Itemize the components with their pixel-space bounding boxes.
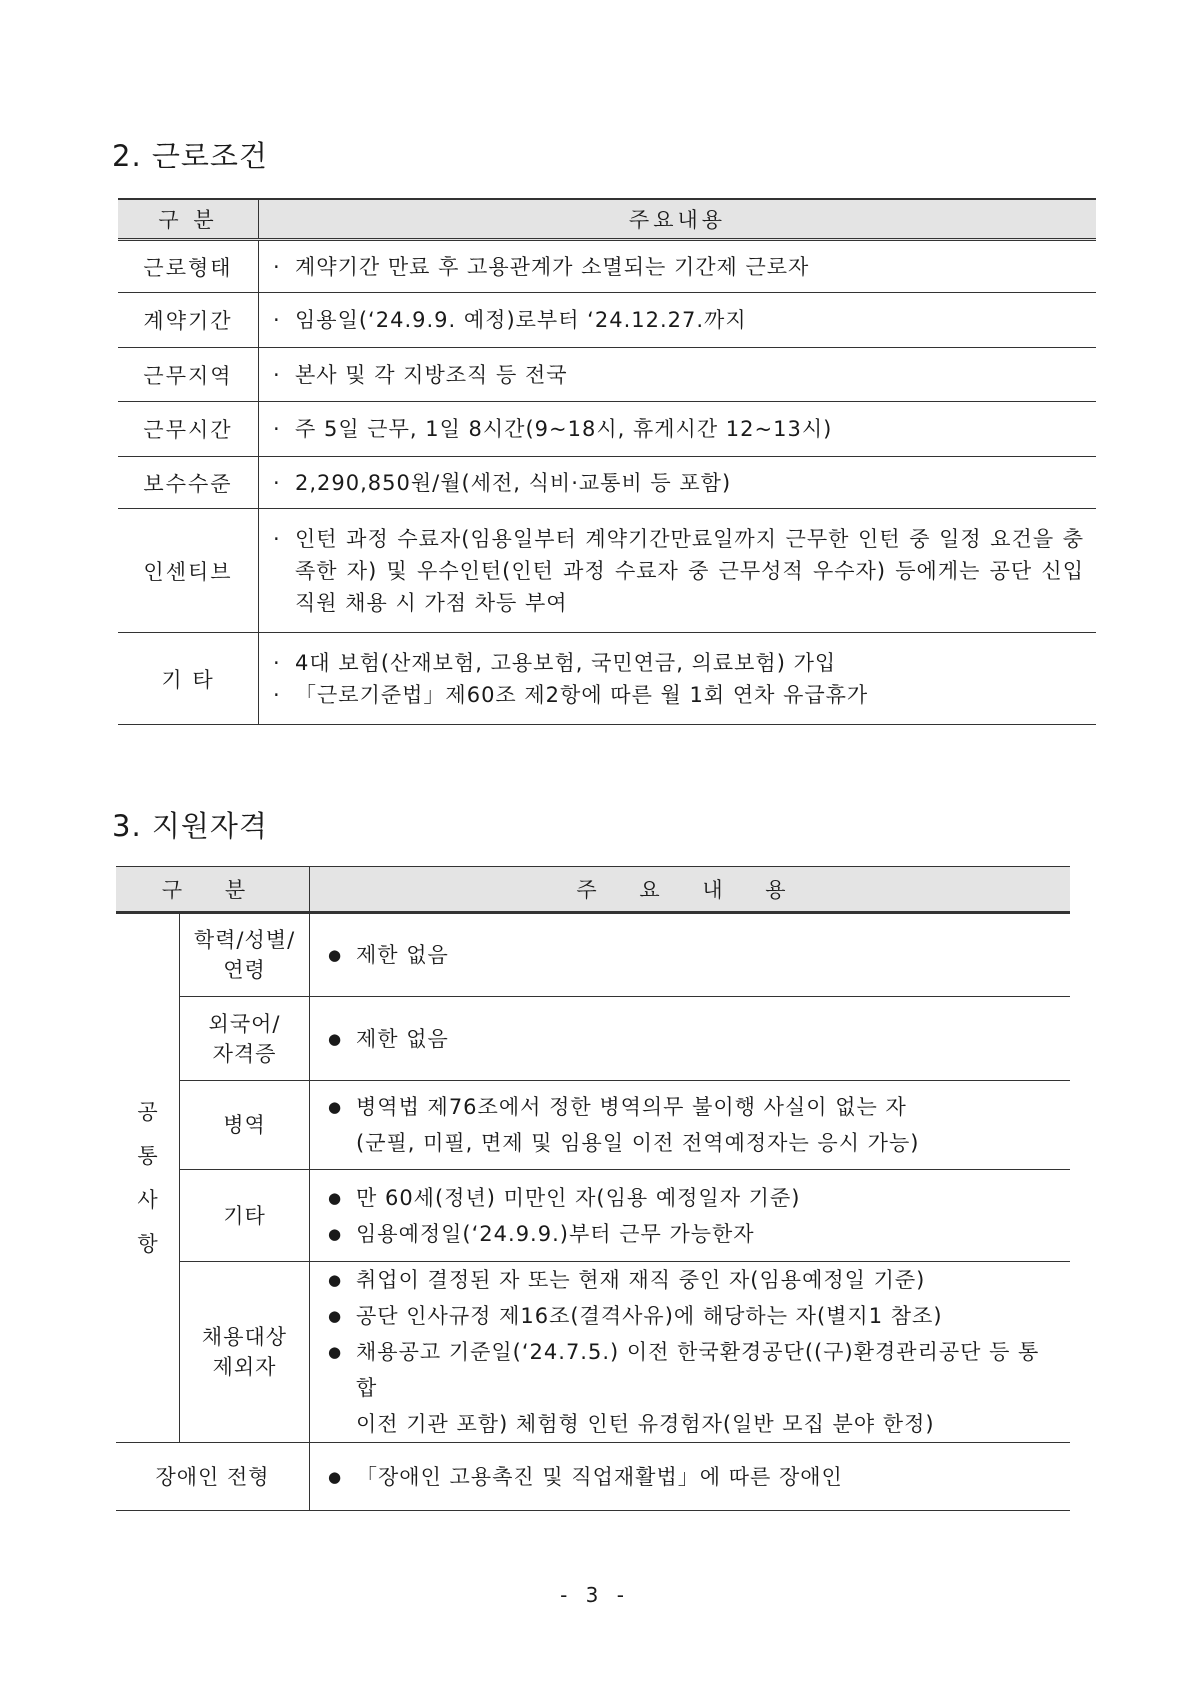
row-label: 보수수준	[118, 457, 259, 509]
marker: ·	[273, 470, 281, 495]
row-label: 인센티브	[118, 509, 259, 633]
table-row	[118, 457, 1096, 509]
table-row	[116, 1170, 1070, 1262]
bullet: ●	[328, 1343, 343, 1361]
marker: ·	[273, 526, 281, 551]
row-content: · 임용일(‘24.9.9. 예정)로부터 ‘24.12.27.까지	[259, 293, 1097, 348]
table-row	[116, 913, 1070, 997]
header-content: 주요내용	[259, 199, 1097, 240]
row-content: ● 「장애인 고용촉진 및 직업재활법」에 따른 장애인	[310, 1443, 1071, 1511]
header-content: 주 요 내 용	[310, 867, 1071, 913]
row-label: 채용대상 제외자	[180, 1262, 310, 1443]
page-number: - 3 -	[560, 1583, 630, 1607]
header-category: 구 분	[116, 867, 310, 913]
row-content: · 2,290,850원/월(세전, 식비·교통비 등 포함)	[259, 457, 1097, 509]
bullet: ●	[328, 1467, 343, 1486]
bullet: ●	[328, 1029, 343, 1048]
row-content: ● 제한 없음	[310, 997, 1071, 1081]
row-content: ● 만 60세(정년) 미만인 자(임용 예정일자 기준) ● 임용예정일(‘24.9.9.)부터 근무 가능한자	[310, 1170, 1071, 1262]
row-label: 계약기간	[118, 293, 259, 348]
row-label: 근로형태	[118, 240, 259, 293]
row-content: · 주 5일 근무, 1일 8시간(9~18시, 휴게시간 12~13시)	[259, 402, 1097, 457]
common-items-label: 공 통 사 항	[116, 913, 180, 1443]
row-content: ● 제한 없음	[310, 913, 1071, 997]
header-category: 구 분	[118, 199, 259, 240]
row-content: · 인턴 과정 수료자(임용일부터 계약기간만료일까지 근무한 인턴 중 일정 요건을 충족한 자) 및 우수인턴(인턴 과정 수료자 중 근무성적 우수자) 등에게는 공단 신입직원 채용 시 가점 차등 부여	[259, 509, 1097, 633]
table-row	[116, 1443, 1070, 1511]
row-content: · 본사 및 각 지방조직 등 전국	[259, 348, 1097, 402]
working-conditions-table	[118, 198, 1096, 725]
table-row	[118, 509, 1096, 633]
section-2-title: 2. 근로조건	[112, 139, 268, 173]
bullet: ●	[328, 946, 343, 964]
bullet: ●	[328, 1224, 343, 1243]
section-3-title: 3. 지원자격	[112, 809, 268, 843]
table-row	[118, 293, 1096, 348]
row-label: 학력/성별/ 연령	[180, 913, 310, 997]
table-header-row	[116, 867, 1070, 913]
marker: ·	[273, 362, 281, 387]
table-row	[116, 1081, 1070, 1170]
eligibility-table	[116, 866, 1070, 1511]
marker: ·	[273, 308, 281, 332]
marker: ·	[273, 417, 281, 441]
table-row	[118, 348, 1096, 402]
row-content: · 계약기간 만료 후 고용관계가 소멸되는 기간제 근로자	[259, 240, 1097, 293]
marker: ·	[273, 682, 281, 707]
bullet: ●	[328, 1307, 343, 1325]
row-label: 기타	[180, 1170, 310, 1262]
table-row	[116, 1262, 1070, 1443]
table-row	[118, 402, 1096, 457]
table-row	[116, 997, 1070, 1081]
bullet: ●	[328, 1098, 343, 1116]
row-label: 근무시간	[118, 402, 259, 457]
marker: ·	[273, 254, 281, 279]
table-row	[118, 240, 1096, 293]
bullet: ●	[328, 1271, 343, 1289]
table-row	[118, 633, 1096, 725]
bullet: ●	[328, 1188, 343, 1207]
row-label: 근무지역	[118, 348, 259, 402]
marker: ·	[273, 650, 281, 675]
row-label: 장애인 전형	[116, 1443, 310, 1511]
row-label: 병역	[180, 1081, 310, 1170]
table-header-row	[118, 199, 1096, 240]
row-content: · 4대 보험(산재보험, 고용보험, 국민연금, 의료보험) 가입 · 「근로기준법」제60조 제2항에 따른 월 1회 연차 유급휴가	[259, 633, 1097, 725]
row-content: ● 병역법 제76조에서 정한 병역의무 불이행 사실이 없는 자 (군필, 미필, 면제 및 임용일 이전 전역예정자는 응시 가능)	[310, 1081, 1071, 1170]
row-label: 기 타	[118, 633, 259, 725]
row-content: ● 취업이 결정된 자 또는 현재 재직 중인 자(임용예정일 기준) ● 공단 인사규정 제16조(결격사유)에 해당하는 자(별지1 참조) ● 채용공고 기준일(‘24.7.5.) 이전 한국환경공단((구)환경관리공단 등 통합 이전 기관 포함) 체험형 인턴 유경험자(일반 모집 분야 한정)	[310, 1262, 1071, 1443]
row-label: 외국어/ 자격증	[180, 997, 310, 1081]
